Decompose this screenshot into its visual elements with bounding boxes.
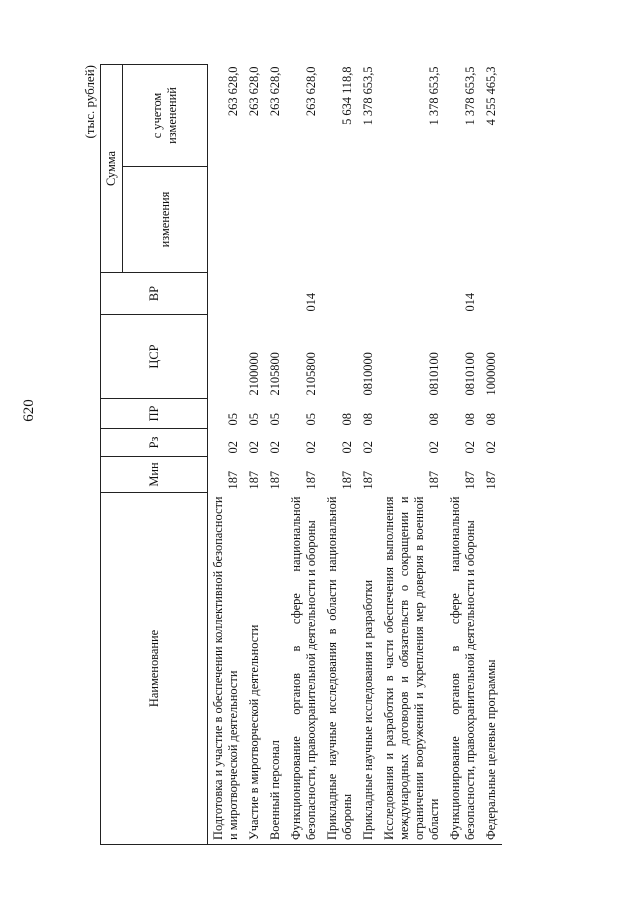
row-vr bbox=[379, 273, 445, 315]
row-min: 187 bbox=[340, 470, 354, 490]
table-row bbox=[265, 65, 286, 845]
row-csr bbox=[208, 315, 245, 399]
row-csr: 0810100 bbox=[463, 352, 477, 396]
row-changes bbox=[358, 167, 379, 273]
row-changes bbox=[481, 167, 502, 273]
header-rz: Рз bbox=[101, 429, 208, 457]
row-csr: 2105800 bbox=[304, 352, 318, 396]
row-csr bbox=[322, 315, 358, 399]
row-pr: 05 bbox=[268, 413, 282, 426]
units-label: (тыс. рублей) bbox=[82, 65, 97, 139]
header-name: Наименование bbox=[101, 493, 208, 845]
header-sum: Сумма bbox=[101, 65, 123, 273]
header-changes: изменения bbox=[123, 167, 208, 273]
row-rz: 02 bbox=[304, 441, 318, 454]
row-pr: 08 bbox=[361, 413, 375, 426]
row-rz: 02 bbox=[427, 441, 441, 454]
row-total: 1 378 653,5 bbox=[361, 66, 375, 126]
table-row bbox=[322, 65, 358, 845]
table-row bbox=[481, 65, 502, 845]
row-pr: 08 bbox=[463, 413, 477, 426]
row-changes bbox=[208, 167, 245, 273]
row-name: Подготовка и участие в обеспечении коллективной безопасности и миротворческой деятельности bbox=[211, 496, 240, 840]
row-min: 187 bbox=[247, 470, 261, 490]
row-total: 263 628,0 bbox=[304, 66, 318, 117]
row-name: Прикладные научные исследования и разработки bbox=[361, 579, 375, 840]
row-pr: 08 bbox=[340, 413, 354, 426]
row-csr: 2105800 bbox=[268, 352, 282, 396]
table-row bbox=[358, 65, 379, 845]
row-vr bbox=[358, 273, 379, 315]
row-changes bbox=[445, 167, 481, 273]
row-total: 1 378 653,5 bbox=[427, 66, 441, 126]
row-min: 187 bbox=[427, 470, 441, 490]
row-changes bbox=[265, 167, 286, 273]
row-total: 263 628,0 bbox=[268, 66, 282, 117]
row-pr: 05 bbox=[226, 413, 240, 426]
table-row bbox=[286, 65, 322, 845]
row-rz: 02 bbox=[361, 441, 375, 454]
row-pr: 05 bbox=[247, 413, 261, 426]
row-csr: 0810000 bbox=[361, 352, 375, 396]
row-pr: 08 bbox=[427, 413, 441, 426]
row-changes bbox=[244, 167, 265, 273]
row-vr bbox=[244, 273, 265, 315]
row-pr: 05 bbox=[304, 413, 318, 426]
row-name: Функционирование органов в сфере национальной безопасности, правоохранительной деятельности и обороны bbox=[289, 496, 318, 840]
rotated-page bbox=[80, 65, 550, 845]
row-name: Исследования и разработки в части обеспечения выполнения международных договоров и обязательств о сокращении и ограничении вооружений и укрепления мер доверия в военной области bbox=[382, 496, 441, 840]
budget-table bbox=[100, 64, 502, 845]
row-rz: 02 bbox=[226, 441, 240, 454]
table-row bbox=[445, 65, 481, 845]
row-total: 1 378 653,5 bbox=[463, 66, 477, 126]
table-row bbox=[379, 65, 445, 845]
header-csr: ЦСР bbox=[101, 315, 208, 399]
row-vr bbox=[322, 273, 358, 315]
row-min: 187 bbox=[268, 470, 282, 490]
row-total: 263 628,0 bbox=[247, 66, 261, 117]
header-min: Мин bbox=[101, 457, 208, 493]
row-rz: 02 bbox=[247, 441, 261, 454]
row-vr bbox=[481, 273, 502, 315]
row-min: 187 bbox=[484, 470, 498, 490]
row-csr: 1000000 bbox=[484, 352, 498, 396]
row-name: Функционирование органов в сфере национальной безопасности, правоохранительной деятельности и обороны bbox=[448, 496, 477, 840]
row-changes bbox=[322, 167, 358, 273]
row-min: 187 bbox=[304, 470, 318, 490]
row-rz: 02 bbox=[340, 441, 354, 454]
row-name: Прикладные научные исследования в области национальной обороны bbox=[325, 496, 354, 840]
row-vr: 014 bbox=[463, 292, 477, 312]
row-pr: 08 bbox=[484, 413, 498, 426]
row-min: 187 bbox=[361, 470, 375, 490]
table-row bbox=[208, 65, 245, 845]
row-total: 263 628,0 bbox=[226, 66, 240, 117]
row-vr bbox=[208, 273, 245, 315]
row-name: Военный персонал bbox=[268, 740, 282, 840]
row-min: 187 bbox=[463, 470, 477, 490]
row-changes bbox=[379, 167, 445, 273]
page-number: 620 bbox=[20, 399, 37, 422]
row-vr bbox=[265, 273, 286, 315]
row-csr: 0810100 bbox=[427, 352, 441, 396]
row-rz: 02 bbox=[268, 441, 282, 454]
row-min: 187 bbox=[226, 470, 240, 490]
row-name: Федеральные целевые программы bbox=[484, 659, 498, 840]
header-with-changes: с учетом изменений bbox=[123, 65, 208, 167]
row-rz: 02 bbox=[463, 441, 477, 454]
header-pr: ПР bbox=[101, 399, 208, 429]
row-changes bbox=[286, 167, 322, 273]
row-vr: 014 bbox=[304, 292, 318, 312]
row-rz: 02 bbox=[484, 441, 498, 454]
row-total: 4 255 465,3 bbox=[484, 66, 498, 126]
header-vr: ВР bbox=[101, 273, 208, 315]
row-total: 5 634 118,8 bbox=[340, 66, 354, 125]
row-csr: 2100000 bbox=[247, 352, 261, 396]
table-row bbox=[244, 65, 265, 845]
row-name: Участие в миротворческой деятельности bbox=[247, 624, 261, 840]
